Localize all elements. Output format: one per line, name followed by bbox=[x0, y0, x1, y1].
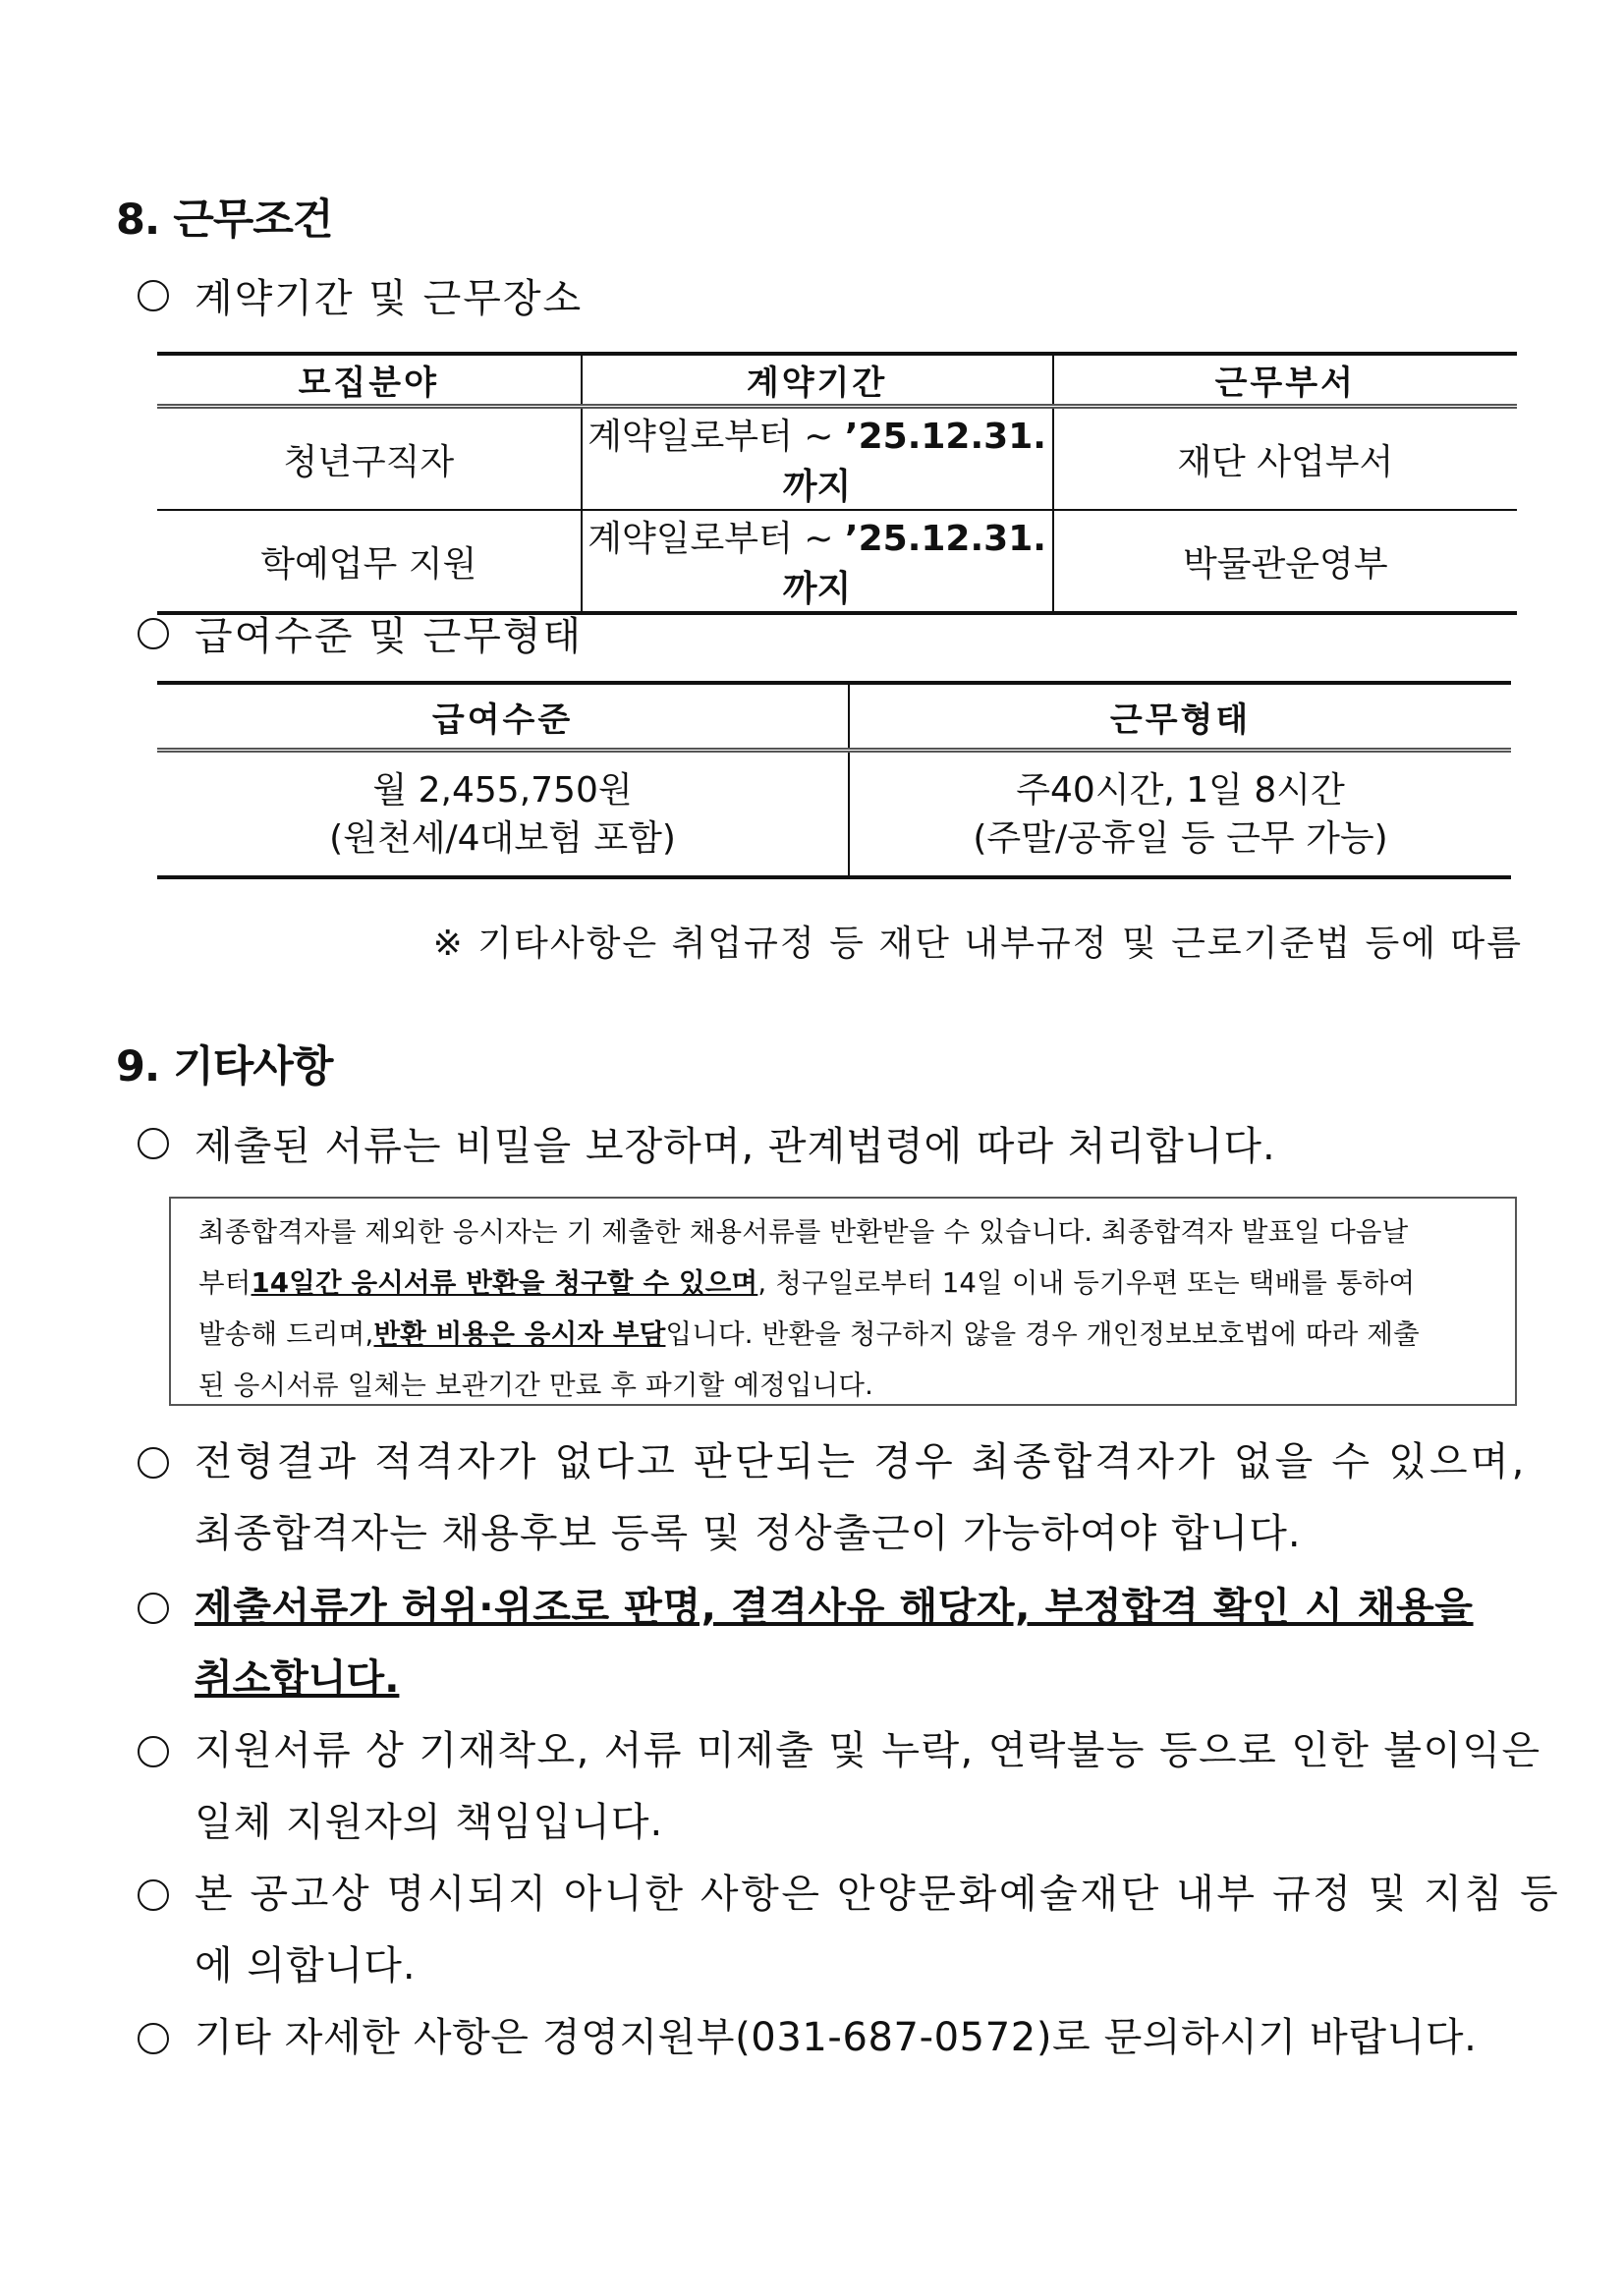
cell-field: 학예업무 지원 bbox=[260, 543, 477, 585]
subheading-salary bbox=[138, 605, 583, 661]
subheading-contract bbox=[138, 267, 583, 323]
item-confidential bbox=[138, 1115, 1276, 1171]
circle-bullet-icon bbox=[138, 618, 169, 649]
header-dept: 근무부서 bbox=[1053, 354, 1517, 407]
cell-dept: 박물관운영부 bbox=[1182, 543, 1388, 585]
salary-amount: 월 2,455,750원 bbox=[372, 769, 633, 811]
box-line: 된 응시서류 일체는 보관기간 만료 후 파기할 예정입니다. bbox=[198, 1370, 874, 1401]
salary-note: (원천세/4대보험 포함) bbox=[329, 817, 676, 859]
item-cancel-hire bbox=[138, 1572, 1525, 1715]
contract-table bbox=[157, 352, 1517, 615]
circle-bullet-icon bbox=[138, 1593, 169, 1624]
period-date: ’25.12.31.까지 bbox=[782, 417, 1046, 507]
work-hours: 주40시간, 1일 8시간 bbox=[1016, 769, 1345, 811]
header-field: 모집분야 bbox=[157, 354, 582, 407]
item-applicant-responsibility bbox=[138, 1715, 1541, 1859]
subheading-salary-text: 급여수준 및 근무형태 bbox=[195, 614, 584, 659]
cell-worktype bbox=[849, 751, 1511, 878]
circle-bullet-icon bbox=[138, 1447, 169, 1479]
item-text-cont: 취소합니다. bbox=[195, 1656, 400, 1702]
item-text: 전형결과 적격자가 없다고 판단되는 경우 최종합격자가 없을 수 있으며, bbox=[195, 1439, 1528, 1484]
item-text: 본 공고상 명시되지 아니한 사항은 안양문화예술재단 내부 규정 및 지침 등 bbox=[195, 1872, 1561, 1917]
circle-bullet-icon bbox=[138, 1128, 169, 1159]
table-row bbox=[157, 407, 1517, 511]
table-row bbox=[157, 751, 1511, 878]
table-row bbox=[157, 510, 1517, 613]
box-text: 입니다. 반환을 청구하지 않을 경우 개인정보보호법에 따라 제출 bbox=[665, 1318, 1420, 1350]
header-salary: 급여수준 bbox=[157, 683, 849, 751]
return-documents-box bbox=[169, 1197, 1517, 1406]
box-line: 최종합격자를 제외한 응시자는 기 제출한 채용서류를 반환받을 수 있습니다. 최종합격자 발표일 다음날 bbox=[198, 1216, 1409, 1248]
period-prefix: 계약일로부터 ~ bbox=[588, 519, 845, 559]
item-text-cont: 최종합격자는 채용후보 등록 및 정상출근이 가능하여야 합니다. bbox=[195, 1511, 1302, 1556]
regulation-note: ※ 기타사항은 취업규정 등 재단 내부규정 및 근로기준법 등에 따름 bbox=[432, 924, 1523, 964]
box-emphasis: 반환 비용은 응시자 부담 bbox=[373, 1318, 666, 1350]
cell-dept: 재단 사업부서 bbox=[1053, 407, 1517, 511]
item-no-qualified bbox=[138, 1427, 1528, 1570]
circle-bullet-icon bbox=[138, 280, 169, 311]
box-line bbox=[198, 1309, 1487, 1360]
item-text: 지원서류 상 기재착오, 서류 미제출 및 누락, 연락불능 등으로 인한 불이익은 bbox=[195, 1728, 1541, 1773]
box-text: 부터 bbox=[198, 1267, 252, 1299]
item-internal-rules bbox=[138, 1859, 1561, 2002]
box-line bbox=[198, 1258, 1487, 1309]
section-8-title: 8. 근무조건 bbox=[116, 196, 333, 245]
circle-bullet-icon bbox=[138, 2023, 169, 2054]
item-text-cont: 에 의합니다. bbox=[195, 1943, 417, 1988]
cell-field: 청년구직자 bbox=[157, 407, 582, 511]
box-text: 발송해 드리며, bbox=[198, 1318, 374, 1350]
header-worktype: 근무형태 bbox=[849, 683, 1511, 751]
header-period: 계약기간 bbox=[582, 354, 1053, 407]
item-text: 제출서류가 허위·위조로 판명, 결격사유 해당자, 부정합격 확인 시 채용을 bbox=[195, 1585, 1474, 1630]
period-date: ’25.12.31.까지 bbox=[782, 519, 1046, 609]
item-contact bbox=[138, 2002, 1525, 2074]
circle-bullet-icon bbox=[138, 1879, 169, 1911]
cell-period bbox=[582, 407, 1053, 511]
item-text: 기타 자세한 사항은 경영지원부(031-687-0572)로 문의하시기 바랍니다. bbox=[195, 2015, 1478, 2060]
salary-table bbox=[157, 681, 1511, 879]
box-text: , 청구일로부터 14일 이내 등기우편 또는 택배를 통하여 bbox=[757, 1267, 1416, 1299]
item-confidential-text: 제출된 서류는 비밀을 보장하며, 관계법령에 따라 처리합니다. bbox=[195, 1124, 1276, 1169]
box-emphasis: 14일간 응시서류 반환을 청구할 수 있으며 bbox=[251, 1267, 758, 1299]
period-prefix: 계약일로부터 ~ bbox=[588, 417, 845, 457]
circle-bullet-icon bbox=[138, 1736, 169, 1767]
item-text-cont: 일체 지원자의 책임입니다. bbox=[195, 1800, 664, 1845]
cell-period bbox=[582, 510, 1053, 613]
section-9-title: 9. 기타사항 bbox=[116, 1042, 333, 1092]
work-note: (주말/공휴일 등 근무 가능) bbox=[973, 817, 1388, 859]
cell-salary bbox=[157, 751, 849, 878]
subheading-contract-text: 계약기간 및 근무장소 bbox=[195, 276, 584, 321]
